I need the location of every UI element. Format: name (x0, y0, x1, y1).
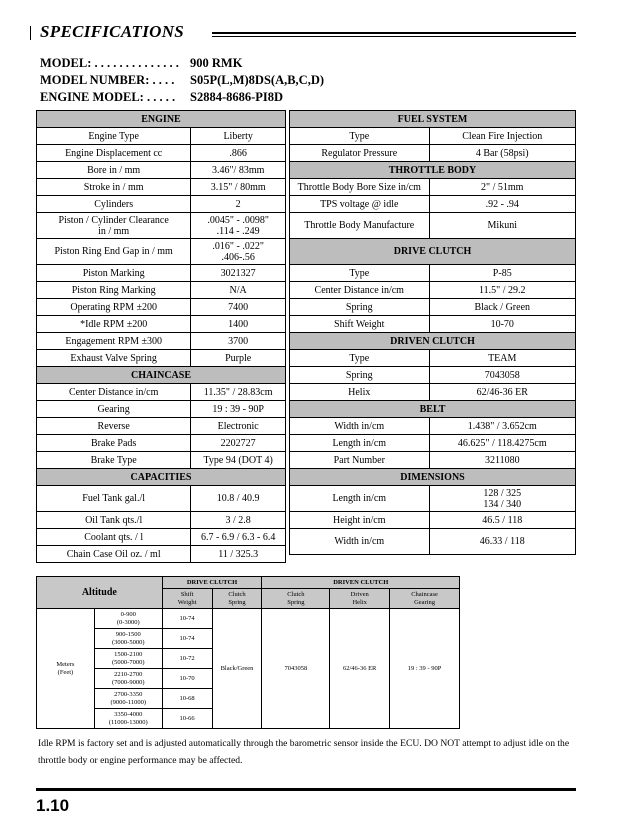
spec-label: Fuel Tank gal./l (37, 486, 191, 512)
altitude-shift-weight: 10-68 (162, 689, 212, 709)
spec-value: .016" - .022" .406-.56 (191, 239, 286, 265)
spec-label: Exhaust Valve Spring (37, 350, 191, 367)
spec-label: Operating RPM ±200 (37, 299, 191, 316)
altitude-range: 2210-2700 (7000-9000) (94, 669, 162, 689)
section-header-row (290, 111, 576, 128)
footer-rule (36, 788, 576, 791)
spec-row (37, 384, 286, 401)
altitude-table (36, 576, 460, 729)
spec-value: Clean Fire Injection (429, 128, 575, 145)
spec-value: 6.7 - 6.9 / 6.3 - 6.4 (191, 529, 286, 546)
section-header: CHAINCASE (37, 367, 286, 384)
altitude-shift-weight: 10-66 (162, 709, 212, 729)
spec-label: Regulator Pressure (290, 145, 430, 162)
page-title: SPECIFICATIONS (40, 22, 185, 41)
spec-value: 1400 (191, 316, 286, 333)
spec-row (37, 145, 286, 162)
spec-row (290, 384, 576, 401)
spec-value: Type 94 (DOT 4) (191, 452, 286, 469)
altitude-shift-weight: 10-70 (162, 669, 212, 689)
spec-value: .866 (191, 145, 286, 162)
spec-value: .92 - .94 (429, 196, 575, 213)
spec-value: 2202727 (191, 435, 286, 452)
spec-label: Length in/cm (290, 486, 430, 512)
spec-value: 11.5" / 29.2 (429, 282, 575, 299)
spec-row (37, 452, 286, 469)
spec-row (37, 529, 286, 546)
model-row (40, 72, 324, 89)
spec-row (290, 179, 576, 196)
section-header-row (37, 469, 286, 486)
spec-value: N/A (191, 282, 286, 299)
altitude-helix: 62/46-36 ER (330, 609, 390, 729)
spec-label: Oil Tank qts./l (37, 512, 191, 529)
spec-row (290, 282, 576, 299)
spec-value: Purple (191, 350, 286, 367)
spec-value: 62/46-36 ER (429, 384, 575, 401)
spec-row (37, 486, 286, 512)
spec-row (290, 316, 576, 333)
spec-label: Width in/cm (290, 418, 430, 435)
right-spec-table (289, 110, 576, 555)
spec-label: Spring (290, 367, 430, 384)
model-value: S2884-8686-PI8D (190, 90, 284, 104)
spec-value: 46.33 / 118 (429, 529, 575, 555)
spec-row (37, 316, 286, 333)
spec-row (37, 213, 286, 239)
spec-label: Piston Marking (37, 265, 191, 282)
altitude-range: 0-900 (0-3000) (94, 609, 162, 629)
section-header-row (290, 239, 576, 265)
spec-value: 10-70 (429, 316, 575, 333)
spec-row (290, 299, 576, 316)
spec-value: 11 / 325.3 (191, 546, 286, 563)
section-header: DRIVE CLUTCH (290, 239, 576, 265)
spec-value: Electronic (191, 418, 286, 435)
model-value: 900 RMK (190, 56, 243, 70)
spec-label: Center Distance in/cm (37, 384, 191, 401)
spec-row (37, 350, 286, 367)
spec-label: Coolant qts. / l (37, 529, 191, 546)
spec-value: 1.438" / 3.652cm (429, 418, 575, 435)
section-header-row (37, 367, 286, 384)
spec-value: 3211080 (429, 452, 575, 469)
spec-value: 4 Bar (58psi) (429, 145, 575, 162)
chaincase-gearing-header: Chaincase Gearing (390, 589, 460, 609)
spec-value: 3.15" / 80mm (191, 179, 286, 196)
driven-helix-header: Driven Helix (330, 589, 390, 609)
spec-row (37, 162, 286, 179)
spec-value: 46.5 / 118 (429, 512, 575, 529)
section-header: BELT (290, 401, 576, 418)
spec-label: TPS voltage @ idle (290, 196, 430, 213)
spec-row (37, 265, 286, 282)
spec-label: Piston / Cylinder Clearance in / mm (37, 213, 191, 239)
spec-value: 3021327 (191, 265, 286, 282)
spec-row (290, 512, 576, 529)
model-label: ENGINE MODEL: . . . . . (40, 90, 176, 104)
page-number: 1.10 (36, 796, 70, 815)
spec-label: Spring (290, 299, 430, 316)
section-header-row (290, 333, 576, 350)
header-corner (30, 26, 35, 40)
altitude-units: Meters (Feet) (37, 609, 95, 729)
spec-label: Type (290, 128, 430, 145)
spec-row (37, 299, 286, 316)
spec-row (37, 196, 286, 213)
spec-label: Length in/cm (290, 435, 430, 452)
spec-label: Throttle Body Manufacture (290, 213, 430, 239)
section-header-row (290, 162, 576, 179)
spec-row (37, 239, 286, 265)
clutch-spring-header: Clutch Spring (212, 589, 262, 609)
spec-label: Cylinders (37, 196, 191, 213)
altitude-row (37, 609, 460, 629)
section-header-row (290, 469, 576, 486)
model-label: MODEL NUMBER: . . . . (40, 73, 175, 87)
spec-row (37, 546, 286, 563)
spec-value: 11.35" / 28.83cm (191, 384, 286, 401)
header-rule (212, 32, 576, 37)
spec-label: Engine Type (37, 128, 191, 145)
shift-weight-header: Shift Weight (162, 589, 212, 609)
spec-row (290, 435, 576, 452)
spec-value: 2 (191, 196, 286, 213)
spec-value: 7043058 (429, 367, 575, 384)
spec-label: Brake Pads (37, 435, 191, 452)
spec-row (37, 512, 286, 529)
spec-row (290, 213, 576, 239)
spec-row (290, 128, 576, 145)
spec-value: Black / Green (429, 299, 575, 316)
model-value: S05P(L,M)8DS(A,B,C,D) (190, 73, 325, 87)
section-header: FUEL SYSTEM (290, 111, 576, 128)
spec-row (290, 418, 576, 435)
spec-value: Mikuni (429, 213, 575, 239)
spec-row (290, 529, 576, 555)
spec-row (290, 367, 576, 384)
spec-value: 7400 (191, 299, 286, 316)
spec-row (290, 196, 576, 213)
drive-clutch-header: DRIVE CLUTCH (162, 577, 262, 589)
spec-row (290, 265, 576, 282)
spec-row (37, 435, 286, 452)
spec-label: Engagement RPM ±300 (37, 333, 191, 350)
spec-value: 3 / 2.8 (191, 512, 286, 529)
spec-value: 2" / 51mm (429, 179, 575, 196)
altitude-range: 2700-3350 (9000-11000) (94, 689, 162, 709)
model-row (40, 89, 324, 106)
spec-row (37, 179, 286, 196)
spec-label: Center Distance in/cm (290, 282, 430, 299)
spec-label: Engine Displacement cc (37, 145, 191, 162)
section-header-row (290, 401, 576, 418)
section-header: THROTTLE BODY (290, 162, 576, 179)
spec-value: 3.46"/ 83mm (191, 162, 286, 179)
altitude-range: 900-1500 (3000-5000) (94, 629, 162, 649)
spec-value: TEAM (429, 350, 575, 367)
spec-label: Type (290, 265, 430, 282)
spec-label: Bore in / mm (37, 162, 191, 179)
model-label: MODEL: . . . . . . . . . . . . . . (40, 56, 179, 70)
spec-row (37, 282, 286, 299)
spec-value: 10.8 / 40.9 (191, 486, 286, 512)
spec-row (37, 333, 286, 350)
section-header: ENGINE (37, 111, 286, 128)
model-info (40, 55, 324, 106)
spec-label: Gearing (37, 401, 191, 418)
spec-row (37, 418, 286, 435)
spec-label: Piston Ring End Gap in / mm (37, 239, 191, 265)
spec-row (290, 486, 576, 512)
left-spec-table (36, 110, 286, 563)
section-header: CAPACITIES (37, 469, 286, 486)
spec-row (290, 145, 576, 162)
page-header (36, 22, 576, 48)
spec-label: Height in/cm (290, 512, 430, 529)
driven-clutch-header: DRIVEN CLUTCH (262, 577, 460, 589)
spec-row (290, 350, 576, 367)
spec-value: 3700 (191, 333, 286, 350)
spec-value: 128 / 325 134 / 340 (429, 486, 575, 512)
spec-label: Helix (290, 384, 430, 401)
spec-row (37, 128, 286, 145)
spec-label: Piston Ring Marking (37, 282, 191, 299)
spec-label: Stroke in / mm (37, 179, 191, 196)
idle-rpm-note: Idle RPM is factory set and is adjusted automatically through the barometric sensor inside the ECU. DO NOT attempt to adjust idle on the throttle body or engine performance may be affected. (38, 738, 570, 766)
spec-row (290, 452, 576, 469)
model-row (40, 55, 324, 72)
altitude-gearing: 19 : 39 - 90P (390, 609, 460, 729)
spec-label: Reverse (37, 418, 191, 435)
spec-label: Throttle Body Bore Size in/cm (290, 179, 430, 196)
spec-row (37, 401, 286, 418)
driven-spring-header: Clutch Spring (262, 589, 330, 609)
altitude-range: 1500-2100 (5000-7000) (94, 649, 162, 669)
altitude-driven-spring: 7043058 (262, 609, 330, 729)
spec-label: *Idle RPM ±200 (37, 316, 191, 333)
page-footer (36, 788, 576, 818)
section-header: DIMENSIONS (290, 469, 576, 486)
spec-value: P-85 (429, 265, 575, 282)
spec-value: Liberty (191, 128, 286, 145)
spec-label: Width in/cm (290, 529, 430, 555)
altitude-title: Altitude (37, 577, 163, 609)
spec-label: Shift Weight (290, 316, 430, 333)
altitude-range: 3350-4000 (11000-13000) (94, 709, 162, 729)
section-header: DRIVEN CLUTCH (290, 333, 576, 350)
altitude-shift-weight: 10-72 (162, 649, 212, 669)
altitude-clutch-spring: Black/Green (212, 609, 262, 729)
spec-label: Part Number (290, 452, 430, 469)
spec-value: 46.625" / 118.4275cm (429, 435, 575, 452)
spec-label: Type (290, 350, 430, 367)
section-header-row (37, 111, 286, 128)
altitude-shift-weight: 10-74 (162, 629, 212, 649)
spec-value: .0045" - .0098" .114 - .249 (191, 213, 286, 239)
altitude-shift-weight: 10-74 (162, 609, 212, 629)
spec-label: Chain Case Oil oz. / ml (37, 546, 191, 563)
spec-value: 19 : 39 - 90P (191, 401, 286, 418)
spec-label: Brake Type (37, 452, 191, 469)
